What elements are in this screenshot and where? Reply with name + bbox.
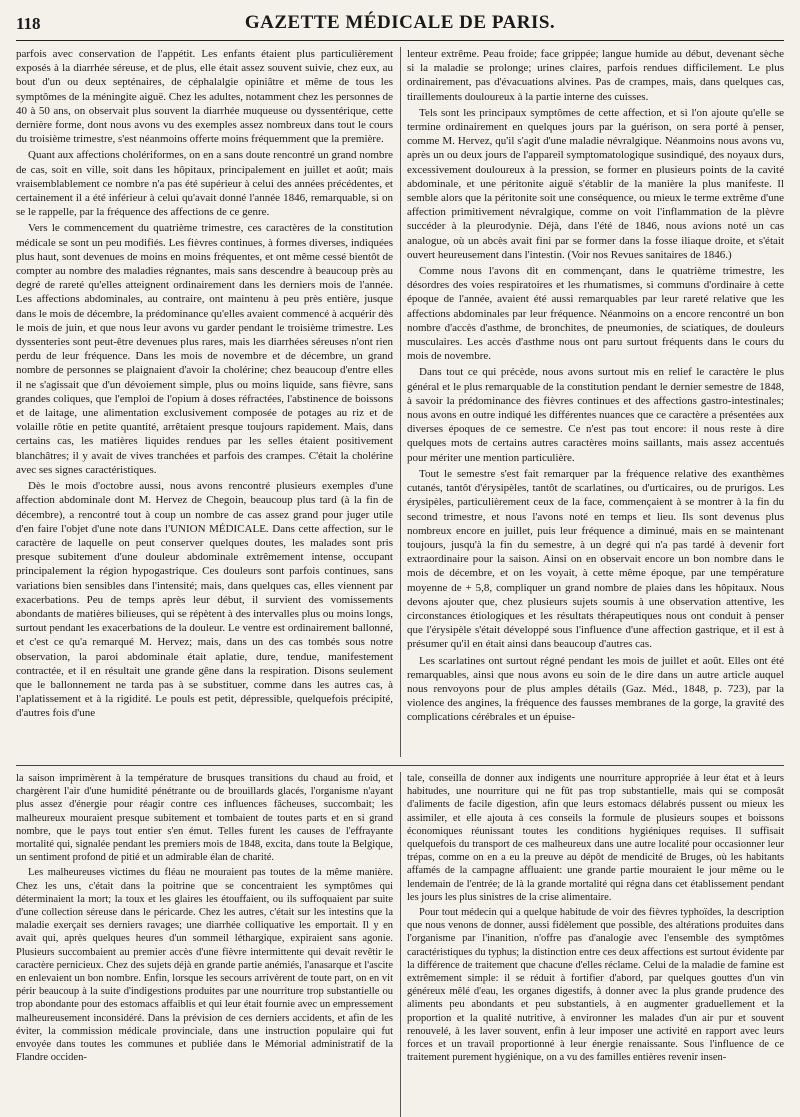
paragraph: Comme nous l'avons dit en commençant, dans le quatrième trimestre, les désordres des voies respiratoires et les rhumatismes, si communs d'ordinaire à cette époque de l'année, avaient été aussi remarquables par leur rareté relative que les affections abdominales par leur fréquence. Néanmoins on a encore rencontré un bon nombre d'accès d'asthme, de bronchites, de pneumonies, de sciatiques, de douleurs musculaires. Les accès d'asthme nous ont paru surtout fréquents dans le cours du mois de novembre. [407,265,784,363]
bottom-right-column [407,772,784,1117]
paragraph: Vers le commencement du quatrième trimestre, ces caractères de la constitution médicale se sont un peu modifiés. Les fièvres continues, à formes diverses, indiquées plus haut, sont devenues de moins en moins fréquentes, et ont même cessé bientôt de compter au nombre des maladies régnantes, mais sans descendre à beaucoup près au degré de rareté qu'elles atteignent ordinairement dans les derniers mois de l'année. Les affections abdominales, au contraire, ont maintenu à peu près entière, jusque dans le mois de décembre, la prédominance qu'elles avaient commencé à acquérir dès le mois de juin, et que nous leur avons vu garder pendant le troisième trimestre. Les dyssenteries sont peut-être devenues plus rares, mais les diarrhées séreuses n'ont rien perdu de leur fréquence. Dans les mois de novembre et de décembre, un grand nombre de personnes se plaignaient d'avoir la cholérine; chez beaucoup d'entre elles il ne s'agissait que d'un dévoiement simple, plus ou moins liquide, sans fièvre, sans grandes coliques, que l'emploi de l'opium à doses réfractées, l'abstinence de boissons et de laitage, une alimentation exclusivement composée de potages au riz et de volaille rôtie en petite quantité, arrêtaient presque toujours rapidement. Mais, dans certains cas, les matières liquides rendues par les selles étaient positivement blanchâtres; il y avait de vives tranchées et parfois des crampes. C'était la cholérine avec ses signes caractéristiques. [16,222,393,476]
paragraph: Les scarlatines ont surtout régné pendant les mois de juillet et août. Elles ont été remarquables, ainsi que nous avons eu soin de le dire dans un autre article auquel nous renvoyons pour de plus amples détails (Gaz. Méd., 1848, p. 723), par la violence des angines, la fréquence des fausses membranes de la gorge, la gravité des complications cérébrales et un épuise- [407,654,784,724]
running-head [16,12,784,41]
top-article [16,47,784,757]
top-right-column [407,47,784,757]
paragraph: Dans tout ce qui précède, nous avons surtout mis en relief le caractère le plus général et le plus remarquable de la constitution pendant le dernier semestre de 1848, à savoir la prédominance des fièvres continues et des affections gastro-intestinales; nous avons en outre indiqué les différentes nuances que ce caractère a présentées aux diverses époques de ce semestre. Ce n'est pas tout encore: il nous reste à dire quelques mots de certains autres caractères moins saillants, mais assez accentués pour mériter une mention particulière. [407,366,784,464]
paragraph: lenteur extrême. Peau froide; face grippée; langue humide au début, devenant sèche si la maladie se prolonge; urines claires, parfois rendues difficilement. Le plus ordinairement, pas d'évacuations alvines. Pas de crampes, mais, dans quelques cas, tiraillements douloureux à la partie interne des cuisses. [407,48,784,103]
bottom-article [16,765,784,1117]
paragraph: Tels sont les principaux symptômes de cette affection, et si l'on ajoute qu'elle se termine ordinairement en quelques jours par la guérison, on sera porté à penser, comme M. Hervez, qu'il s'agit d'une maladie névralgique. Néanmoins nous avons vu, après un ou deux jours de l'appareil symptomatologique susindiqué, des noyaux durs, excessivement douloureux à la pression, se former en plusieurs points de la cavité abdominale, et une péritonite aiguë s'établir de la manière la plus manifeste. Il semble alors que la péritonite soit une conséquence, ou mieux le terme extrême d'une affection primitivement névralgique, comme on voit l'inflammation de la plèvre succéder à la pleurodynie. Déjà, dans l'été de 1846, nous avions noté un cas analogue, où un abcès avait fini par se former dans la fosse iliaque droite, et s'était ouvert heureusement dans l'intestin. (Voir nos Revues sanitaires de 1846.) [407,106,784,261]
paragraph: Tout le semestre s'est fait remarquer par la fréquence relative des exanthèmes cutanés, tantôt d'érysipèles, tantôt de scarlatines, ou d'urticaires, ou de prurigos. Les érysipèles, particulièrement ceux de la face, commençaient à se montrer à la fin du second trimestre, et nous l'avons noté en temps et lieu. Ils sont devenus plus nombreux encore en juillet, puis leur fréquence a diminué, mais en se maintenant toujours, jusqu'à la fin du semestre, à un degré qui n'a pas tardé à devenir fort extraordinaire pour la saison. Ainsi on en observait encore un bon nombre dans le mois de décembre, et on les voyait, à cette même époque, par une température moyenne de + 5,8, compliquer un grand nombre de plaies dans les hôpitaux. Nous devons ajouter que, chez plusieurs sujets soumis à une observation attentive, les circonstances étiologiques et les résultats thérapeutiques nous ont conduit à penser que l'érysipèle s'était développé sous l'influence d'une affection gastrique, et il est à présumer qu'il en était ainsi dans beaucoup d'autres cas. [407,467,784,651]
paragraph: Quant aux affections cholériformes, on en a sans doute rencontré un grand nombre de cas, soit en ville, soit dans les hôpitaux, principalement en juillet et août; mais vraisemblablement ce nombre n'a pas été supérieur à celui des années précédentes, et certainement il a été inférieur à celui qu'avait donné l'année 1846, remarquable, si on se le rappelle, par la fréquence des affections de ce genre. [16,149,393,219]
page-number: 118 [16,14,41,33]
journal-title: GAZETTE MÉDICALE DE PARIS. [244,12,556,33]
paragraph: parfois avec conservation de l'appétit. Les enfants étaient plus particulièrement exposés à la diarrhée séreuse, et de plus, elle était assez souvent suivie, chez eux, au bout d'un ou deux septénaires, de céphalalgie opiniâtre et même de tous les symptômes de la méningite aiguë. Chez les adultes, notamment chez les personnes de 40 à 50 ans, on observait plus souvent la diarrhée muqueuse ou dyssentérique, cette dernière forme, dont nous avons vu des exemples assez nombreux dans tout le cours du troisième trimestre, s'est néanmoins offerte moins fréquemment que la première. [16,48,393,146]
paragraph: la saison imprimèrent à la température de brusques transitions du chaud au froid, et chargèrent l'air d'une humidité pénétrante ou de brouillards glacés, l'organisme n'ayant plus assez d'énergie pour réagir contre ces influences fâcheuses, succombait; les malheureux mouraient presque subitement et tombaient de toutes parts et en si grand nombre, que le pays tout entier s'en émut. Telles furent les causes de l'effrayante mortalité qui, signalée pendant les premiers mois de 1848, excita, dans toute la Belgique, un sentiment profond de pitié et un admirable élan de charité. [16,773,393,864]
paragraph: Les malheureuses victimes du fléau ne mouraient pas toutes de la même manière. Chez les uns, c'était dans la poitrine que se concentraient les symptômes qui déterminaient la mort; la toux et les glaires les étouffaient, ou ils suffoquaient par suite d'une collection séreuse dans le péricarde. Chez les autres, c'était sur les intestins que la maladie exerçait ses derniers ravages; une diarrhée colliquative les emportait. Il y en avait qui, après quelques heures d'un sommeil léthargique, expiraient sans agonie. Plusieurs succombaient au premier accès d'une fièvre intermittente qui devait revêtir le caractère pernicieux. Chez des sujets déjà en grande partie anémiés, l'anasarque et l'ascite en enlevaient un bon nombre. Enfin, lorsque les secours arrivèrent de toute part, on en vit périr beaucoup à la suite d'indigestions produites par une nourriture trop substantielle ou trop abondante pour des estomacs affaiblis et qui leur était fournie avec un empressement malheureusement inconsidéré. Dans la prévision de ces derniers accidents, et afin de les éviter, la commission médicale provinciale, dans une instruction populaire qui fut envoyée dans toutes les communes et publiée dans le Mémorial administratif de la Flandre occiden- [16,867,393,1064]
column-rule [400,772,401,1117]
paragraph: Pour tout médecin qui a quelque habitude de voir des fièvres typhoïdes, la description que nous venons de donner, aussi fidèlement que possible, des altérations produites dans l'organisme par l'inanition, n'offre pas d'analogie avec l'ensemble des symptômes caractéristiques du typhus; la distinction entre ces deux affections est surtout évidente par la différence de traitement que chacune d'elles réclame. Celui de la maladie de famine est extrêmement simple: il se réduit à fortifier d'abord, par quelques gouttes d'un vin généreux mêlé d'eau, les organes digestifs, à donner avec la plus grande prudence des aliments peu abondants et peu substantiels, à en augmenter graduellement et la proportion et la qualité nutritive, à environner les malades d'un air pur et souvent renouvelé, à les laver souvent, enfin à leur imposer une activité en rapport avec leurs forces et un travail proportionné à leur énergie renaissante. Sous l'influence de ce traitement purement hygiénique, on a vu des familles entières revenir insen- [407,907,784,1064]
paragraph: tale, conseilla de donner aux indigents une nourriture appropriée à leur état et à leurs habitudes, une nourriture qui ne fût pas trop substantielle, mais qui se composât d'aliments de facile digestion, afin que leurs estomacs délabrés pussent ou mieux les assimiler, et elle ajouta à ces conseils la formule de plusieurs soupes et boissons économiques réunissant toutes les conditions hygiéniques requises. Il suffisait quelquefois du transport de ces malheureux dans une autre localité pour occasionner leur trépas, comme on en a eu la preuve au dépôt de mendicité de Bruges, où les habitants affamés de la campagne affluaient: une grande partie mouraient le jour même ou le lendemain de l'entrée; de là la grande mortalité qui régna dans cet établissement pendant les jours les plus sinistres de la crise alimentaire. [407,773,784,903]
paragraph: Dès le mois d'octobre aussi, nous avons rencontré plusieurs exemples d'une affection abdominale dont M. Hervez de Chegoin, beaucoup plus tard (à la fin de décembre), a rencontré tout à coup un nombre de cas assez grand pour juger utile d'en faire l'objet d'une note dans l'UNION MÉDICALE. Dans cette affection, sur le caractère de laquelle on peut conserver quelques doutes, les malades sont pris presque subitement d'une douleur abdominale extrêmement intense, occupant principalement la région hypogastrique. Ces douleurs sont parfois continues, sans variations bien sensibles dans l'intensité; mais, dans quelques cas, elles viennent par exacerbations. Peu de temps après leur début, il survient des vomissements abondants de matières bilieuses, qui se répètent à des intervalles plus ou moins longs, surtout pendant les exacerbations de la douleur. Le ventre est ordinairement ballonné, et c'est ce qu'a remarqué M. Hervez; mais, dans un des cas tombés sous notre observation, la paroi abdominale était aplatie, dure, tendue, manifestement contractée, et il en résultait une grande gêne dans la respiration. Disons seulement que le ballonnement ne tarda pas à se substituer, comme dans les autres cas, à l'aplatissement et à la rigidité. Le pouls est petit, dépressible, quelquefois précipité, d'autres fois d'une [16,480,393,720]
bottom-left-column [16,772,393,1117]
column-rule [400,47,401,757]
top-left-column [16,47,393,757]
